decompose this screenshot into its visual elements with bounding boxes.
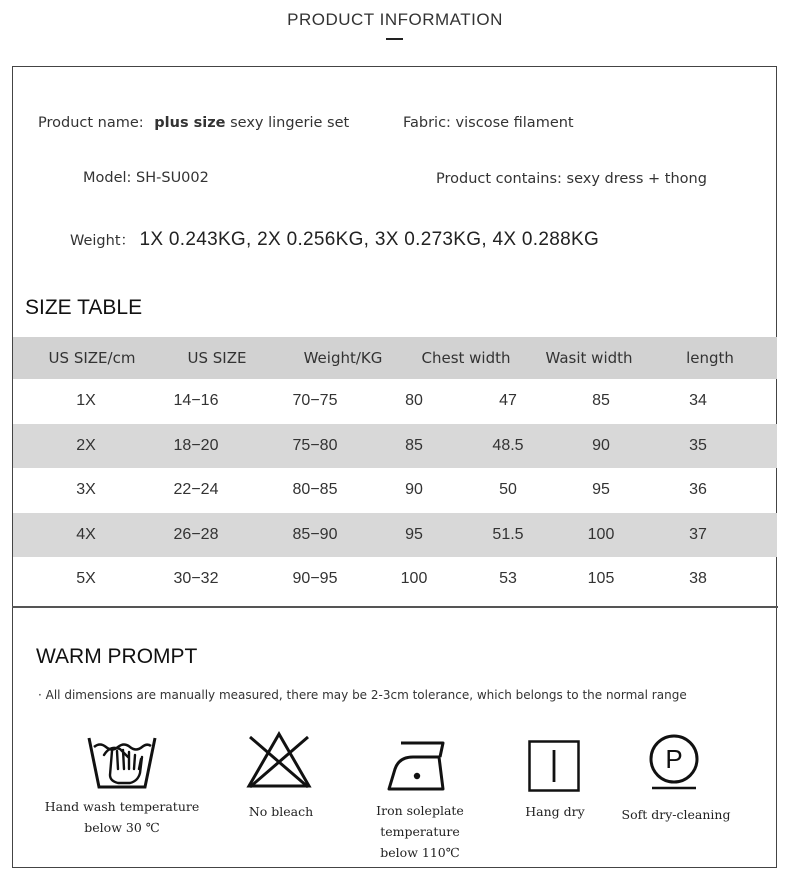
weight-line: [70, 229, 599, 251]
table-cell: 14−16: [173, 392, 219, 410]
table-cell: 80: [405, 392, 423, 410]
table-cell: 37: [689, 525, 707, 543]
table-cell: 36: [689, 481, 707, 499]
product-name-rest: sexy lingerie set: [230, 115, 350, 131]
table-header: Weight/KG: [303, 349, 383, 367]
table-header: US SIZE/cm: [48, 349, 136, 367]
table-cell: 85: [405, 436, 423, 454]
hand-wash-icon: [86, 733, 158, 793]
table-cell: 35: [689, 436, 707, 454]
care-line: Soft dry-cleaning: [621, 807, 731, 822]
table-header: Chest width: [421, 349, 511, 367]
care-line: below 30 ℃: [84, 820, 160, 835]
dry-clean-p-icon: [646, 733, 702, 791]
table-row: [13, 557, 777, 602]
care-label: [40, 796, 204, 838]
table-cell: 50: [499, 481, 517, 499]
table-cell: 95: [592, 481, 610, 499]
table-header: length: [686, 349, 734, 367]
table-row: [13, 513, 777, 558]
table-cell: 4X: [76, 525, 96, 543]
product-contains: Product contains: sexy dress + thong: [436, 171, 707, 187]
care-line: Hand wash temperature: [44, 799, 200, 814]
weight-label: Weight：: [70, 233, 136, 249]
iron-icon: [385, 739, 451, 795]
product-name-bold: plus size: [154, 115, 226, 131]
table-cell: 105: [587, 570, 615, 588]
svg-text:P: P: [665, 744, 683, 774]
table-row: [13, 379, 777, 424]
care-label: [509, 801, 601, 822]
table-row: [13, 468, 777, 513]
table-cell: 26−28: [173, 525, 219, 543]
page-title: PRODUCT INFORMATION: [287, 10, 503, 29]
table-cell: 18−20: [173, 436, 219, 454]
table-cell: 100: [400, 570, 428, 588]
table-cell: 90: [592, 436, 610, 454]
table-cell: 80−85: [292, 481, 338, 499]
table-cell: 30−32: [173, 570, 219, 588]
hang-dry-icon: [528, 740, 580, 792]
table-cell: 5X: [76, 570, 96, 588]
table-cell: 70−75: [292, 392, 338, 410]
table-cell: 22−24: [173, 481, 219, 499]
table-cell: 75−80: [292, 436, 338, 454]
size-table: [13, 337, 777, 602]
care-line: Iron soleplate temperature: [376, 803, 464, 839]
table-cell: 51.5: [492, 525, 524, 543]
table-cell: 47: [499, 392, 517, 410]
fabric: Fabric: viscose filament: [403, 115, 574, 131]
title-underline: [386, 38, 403, 40]
no-bleach-icon: [246, 731, 312, 789]
tolerance-note: · All dimensions are manually measured, there may be 2-3cm tolerance, which belongs to the normal range: [38, 688, 687, 702]
table-cell: 95: [405, 525, 423, 543]
size-table-title: SIZE TABLE: [25, 296, 143, 319]
model: Model: SH-SU002: [83, 170, 209, 186]
table-cell: 100: [587, 525, 615, 543]
care-line: below 110℃: [380, 845, 460, 860]
care-line: No bleach: [248, 804, 314, 819]
table-cell: 3X: [76, 481, 96, 499]
table-cell: 48.5: [492, 436, 524, 454]
warm-prompt-title: WARM PROMPT: [36, 645, 198, 668]
table-cell: 90: [405, 481, 423, 499]
table-cell: 90−95: [292, 570, 338, 588]
product-name: [38, 115, 349, 131]
table-cell: 1X: [76, 392, 96, 410]
care-label: [336, 800, 504, 863]
weight-values: 1X 0.243KG, 2X 0.256KG, 3X 0.273KG, 4X 0.288KG: [139, 229, 600, 250]
care-label: [616, 804, 736, 825]
table-header: US SIZE: [187, 349, 247, 367]
care-label: [231, 801, 331, 822]
product-name-label: Product name:: [38, 115, 144, 131]
table-header-row: [13, 337, 777, 379]
table-cell: 85−90: [292, 525, 338, 543]
table-row: [13, 424, 777, 469]
table-cell: 85: [592, 392, 610, 410]
table-cell: 34: [689, 392, 707, 410]
table-cell: 53: [499, 570, 517, 588]
table-bottom-rule: [12, 606, 778, 608]
care-line: Hang dry: [525, 804, 585, 819]
table-cell: 2X: [76, 436, 96, 454]
table-header: Wasit width: [545, 349, 633, 367]
table-cell: 38: [689, 570, 707, 588]
